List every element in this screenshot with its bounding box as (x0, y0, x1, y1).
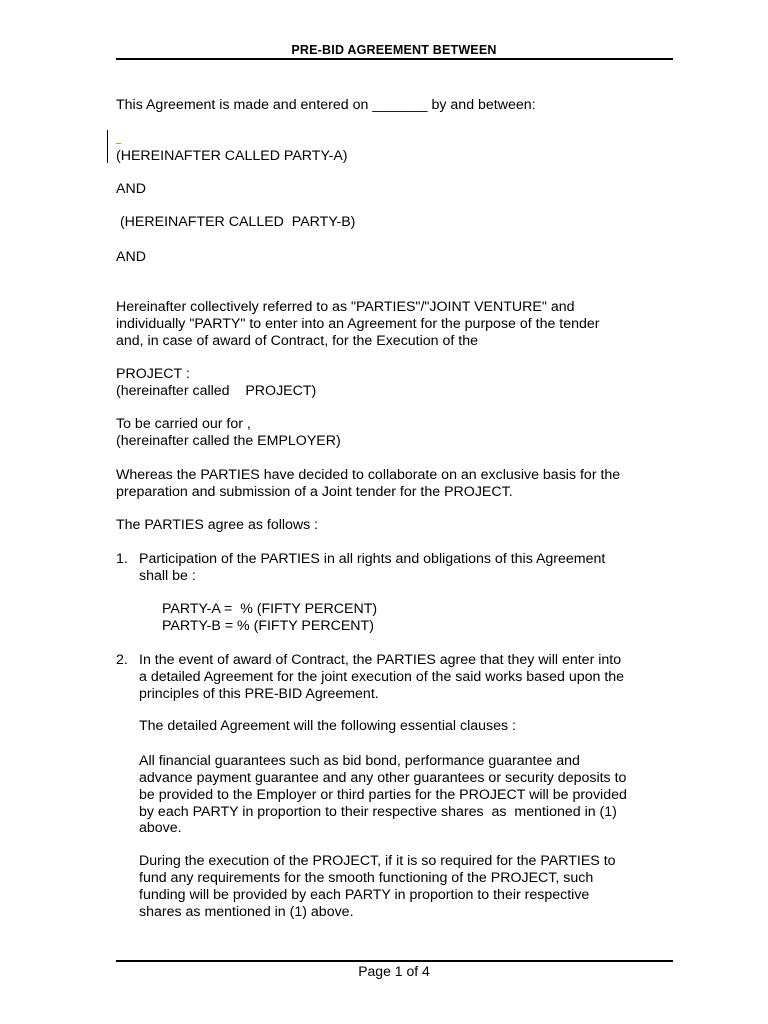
collective-line: Hereinafter collectively referred to as "PARTIES"/"JOINT VENTURE" and (116, 299, 575, 315)
project-line: (hereinafter called PROJECT) (116, 383, 317, 399)
document-header-title: PRE-BID AGREEMENT BETWEEN (291, 43, 497, 57)
clause-b-line: fund any requirements for the smooth functioning of the PROJECT, such (139, 870, 594, 886)
collective-line: and, in case of award of Contract, for the Execution of the (116, 333, 478, 349)
page-number: Page 1 of 4 (358, 963, 430, 979)
item-1-line: shall be : (139, 568, 196, 584)
whereas-line: Whereas the PARTIES have decided to collaborate on an exclusive basis for the (116, 467, 621, 483)
employer-line: (hereinafter called the EMPLOYER) (116, 433, 341, 449)
item-2-line: principles of this PRE-BID Agreement. (139, 686, 379, 702)
intro-line: This Agreement is made and entered on _______ by and between: (116, 97, 536, 113)
clause-a-line: be provided to the Employer or third parties for the PROJECT will be provided (139, 787, 627, 803)
party-b-line: (HEREINAFTER CALLED PARTY-B) (116, 214, 356, 230)
whereas-line: preparation and submission of a Joint tender for the PROJECT. (116, 484, 513, 500)
revision-mark (116, 143, 121, 144)
party-a-line: (HEREINAFTER CALLED PARTY-A) (116, 148, 348, 164)
clause-b-line: During the execution of the PROJECT, if it is so required for the PARTIES to (139, 853, 616, 869)
share-party-b: PARTY-B = % (FIFTY PERCENT) (162, 618, 374, 634)
collective-line: individually "PARTY" to enter into an Agreement for the purpose of the tender (116, 316, 600, 332)
clause-a-line: advance payment guarantee and any other guarantees or security deposits to (139, 770, 627, 786)
clause-b-line: shares as mentioned in (1) above. (139, 904, 354, 920)
clauses-intro: The detailed Agreement will the following essential clauses : (139, 718, 516, 734)
item-2-number: 2. (116, 652, 128, 668)
project-line: PROJECT : (116, 366, 190, 382)
clause-a-line: by each PARTY in proportion to their respective shares as mentioned in (1) (139, 804, 617, 820)
clause-b-line: funding will be provided by each PARTY in proportion to their respective (139, 887, 590, 903)
footer-rule (116, 960, 673, 962)
and-line-1: AND (116, 181, 146, 197)
employer-line: To be carried our for , (116, 416, 251, 432)
clause-a-line: All financial guarantees such as bid bond, performance guarantee and (139, 753, 580, 769)
and-line-2: AND (116, 249, 146, 265)
share-party-a: PARTY-A = % (FIFTY PERCENT) (162, 601, 378, 617)
agree-line: The PARTIES agree as follows : (116, 517, 319, 533)
item-1-line: Participation of the PARTIES in all rights and obligations of this Agreement (139, 551, 606, 567)
item-1-number: 1. (116, 551, 128, 567)
text-cursor (107, 130, 108, 163)
clause-a-line: above. (139, 820, 182, 836)
item-2-line: In the event of award of Contract, the PARTIES agree that they will enter into (139, 652, 622, 668)
item-2-line: a detailed Agreement for the joint execution of the said works based upon the (139, 669, 625, 685)
header-rule (116, 58, 673, 60)
